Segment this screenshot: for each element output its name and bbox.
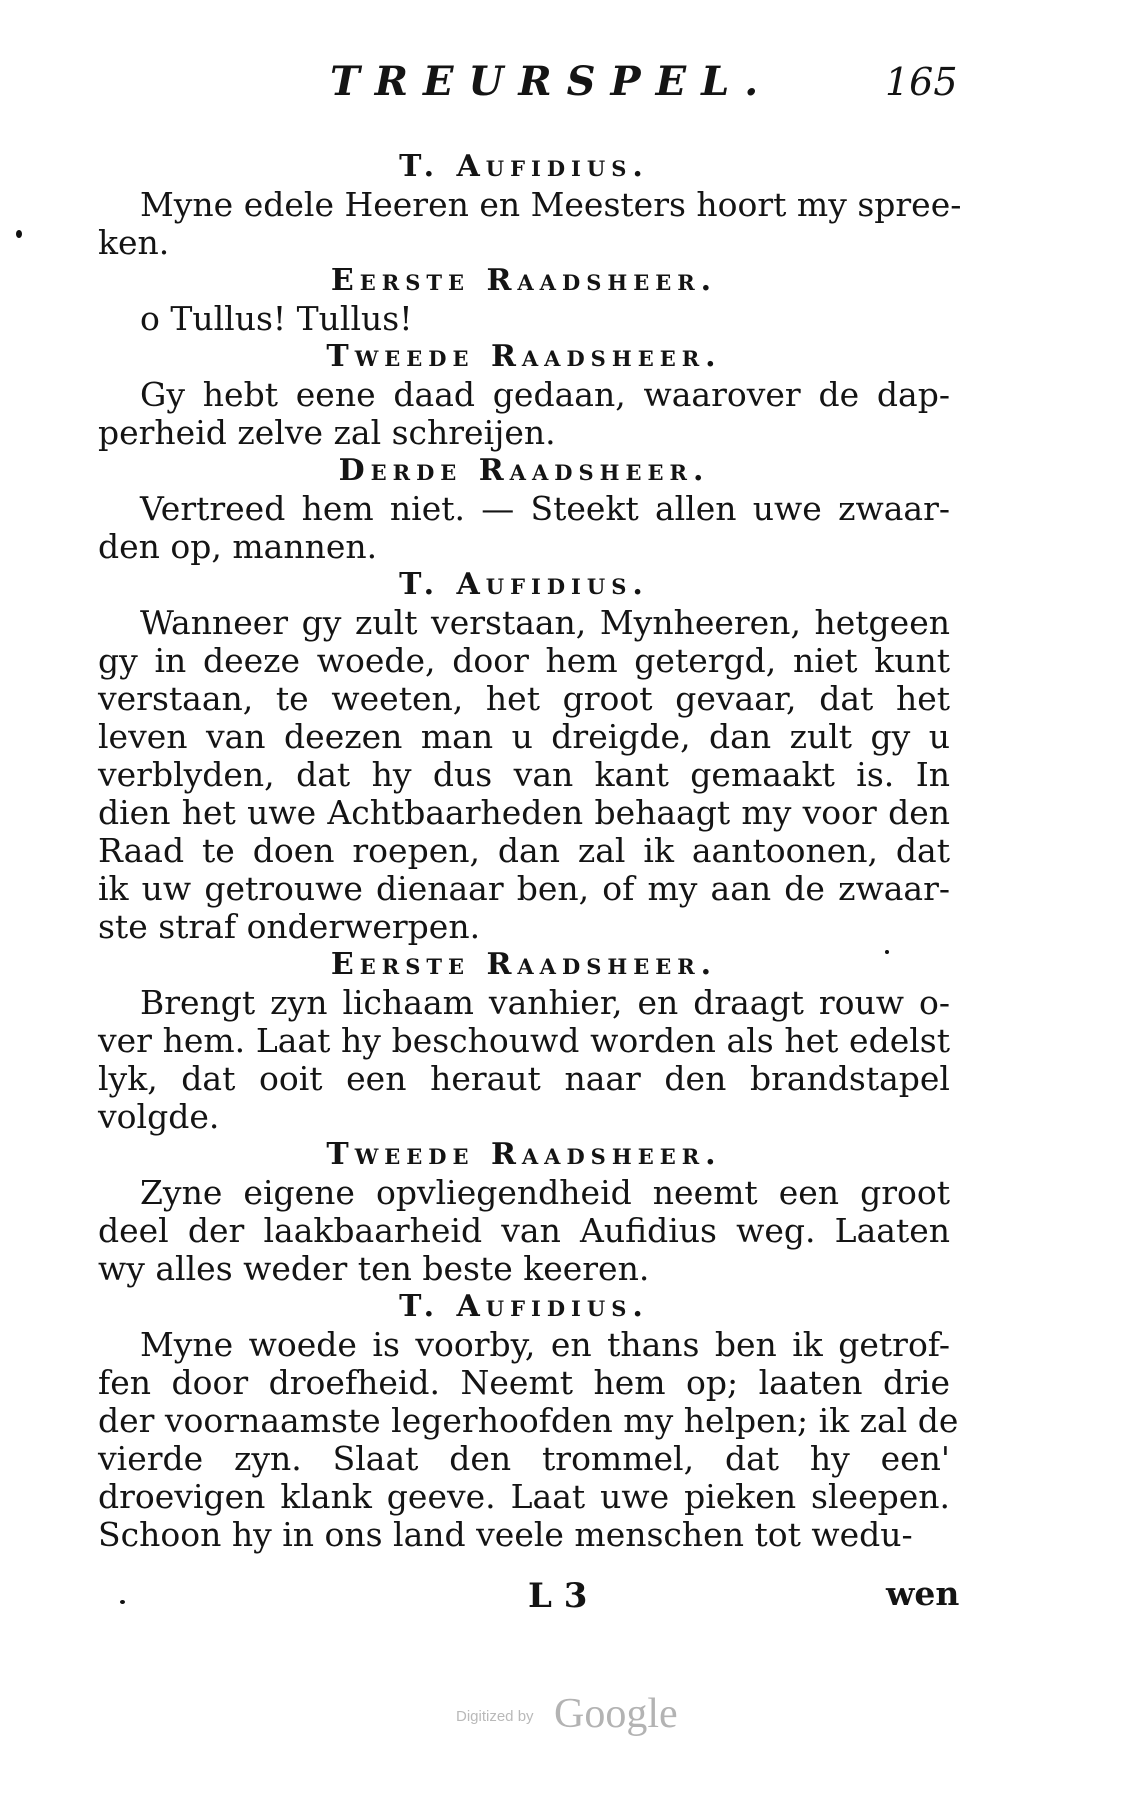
text-line: Gy hebt eene daad gedaan, waarover de dap- <box>140 375 950 414</box>
text-line: Wanneer gy zult verstaan, Mynheeren, hetgeen <box>140 603 950 642</box>
text-line: Raad te doen roepen, dan zal ik aantoonen, dat <box>98 831 950 870</box>
text-line: deel der laakbaarheid van Aufidius weg. Laaten <box>98 1211 950 1250</box>
text-line: gy in deeze woede, door hem getergd, niet kunt <box>98 641 950 680</box>
ink-speck <box>16 230 22 238</box>
speaker-heading: Tweede Raadsheer. <box>326 339 722 374</box>
text-line: Zyne eigene opvliegendheid neemt een groot <box>140 1173 950 1212</box>
running-title: TREURSPEL. <box>330 58 774 105</box>
catchword: wen <box>886 1574 960 1613</box>
text-line: Vertreed hem niet. — Steekt allen uwe zwaar- <box>140 489 950 528</box>
speaker-heading: T. Aufidius. <box>399 567 649 602</box>
text-line: dien het uwe Achtbaarheden behaagt my voor den <box>98 793 950 832</box>
speech-paragraph <box>98 185 962 262</box>
speaker-heading: T. Aufidius. <box>399 1289 649 1324</box>
text-line: droevigen klank geeve. Laat uwe pieken sleepen. <box>98 1477 950 1516</box>
page-number: 165 <box>885 60 958 104</box>
text-line: ste straf onderwerpen. <box>98 907 481 946</box>
speech-paragraph <box>98 376 950 452</box>
speech-paragraph <box>98 604 950 946</box>
text-line: Myne woede is voorby, en thans ben ik getrof- <box>140 1325 950 1364</box>
speech-paragraph <box>98 300 950 338</box>
signature-mark: L 3 <box>528 1576 588 1616</box>
speaker-heading: Eerste Raadsheer. <box>330 947 718 982</box>
text-line: wy alles weder ten beste keeren. <box>98 1249 650 1288</box>
text-line: ik uw getrouwe dienaar ben, of my aan de zwaar- <box>98 869 950 908</box>
speech-paragraph <box>98 1174 950 1288</box>
text-line: Brengt zyn lichaam vanhier, en draagt rouw o- <box>140 983 950 1022</box>
text-line: Myne edele Heeren en Meesters hoort my spree- <box>140 185 962 224</box>
text-line: leven van deezen man u dreigde, dan zult gy u <box>98 717 950 756</box>
speech-paragraph <box>98 984 950 1136</box>
text-line: ver hem. Laat hy beschouwd worden als het edelst <box>98 1021 950 1060</box>
text-line: den op, mannen. <box>98 527 378 566</box>
text-line: verblyden, dat hy dus van kant gemaakt is. In <box>98 755 950 794</box>
text-line: der voornaamste legerhoofden my helpen; ik zal de <box>98 1401 959 1440</box>
text-line: fen door droefheid. Neemt hem op; laaten drie <box>98 1363 950 1402</box>
speaker-heading: T. Aufidius. <box>399 149 649 184</box>
ink-speck <box>120 1600 125 1604</box>
text-line: volgde. <box>98 1097 220 1136</box>
text-line: o Tullus! Tullus! <box>140 299 413 338</box>
play-text <box>98 148 962 1554</box>
text-line: perheid zelve zal schreijen. <box>98 413 556 452</box>
speech-paragraph <box>98 1325 959 1554</box>
text-line: ken. <box>98 223 170 262</box>
speaker-heading: Derde Raadsheer. <box>338 453 710 488</box>
digitized-by-label: Digitized by <box>456 1708 534 1725</box>
speaker-heading: Eerste Raadsheer. <box>330 263 718 298</box>
text-line: Schoon hy in ons land veele menschen tot wedu- <box>98 1515 913 1554</box>
text-line: lyk, dat ooit een heraut naar den brandstapel <box>98 1059 950 1098</box>
speech-paragraph <box>98 490 950 566</box>
text-line: vierde zyn. Slaat den trommel, dat hy een' <box>98 1439 950 1478</box>
text-line: verstaan, te weeten, het groot gevaar, dat het <box>98 679 950 718</box>
ink-speck <box>885 950 889 954</box>
speaker-heading: Tweede Raadsheer. <box>326 1137 722 1172</box>
google-watermark: Google <box>554 1691 678 1737</box>
